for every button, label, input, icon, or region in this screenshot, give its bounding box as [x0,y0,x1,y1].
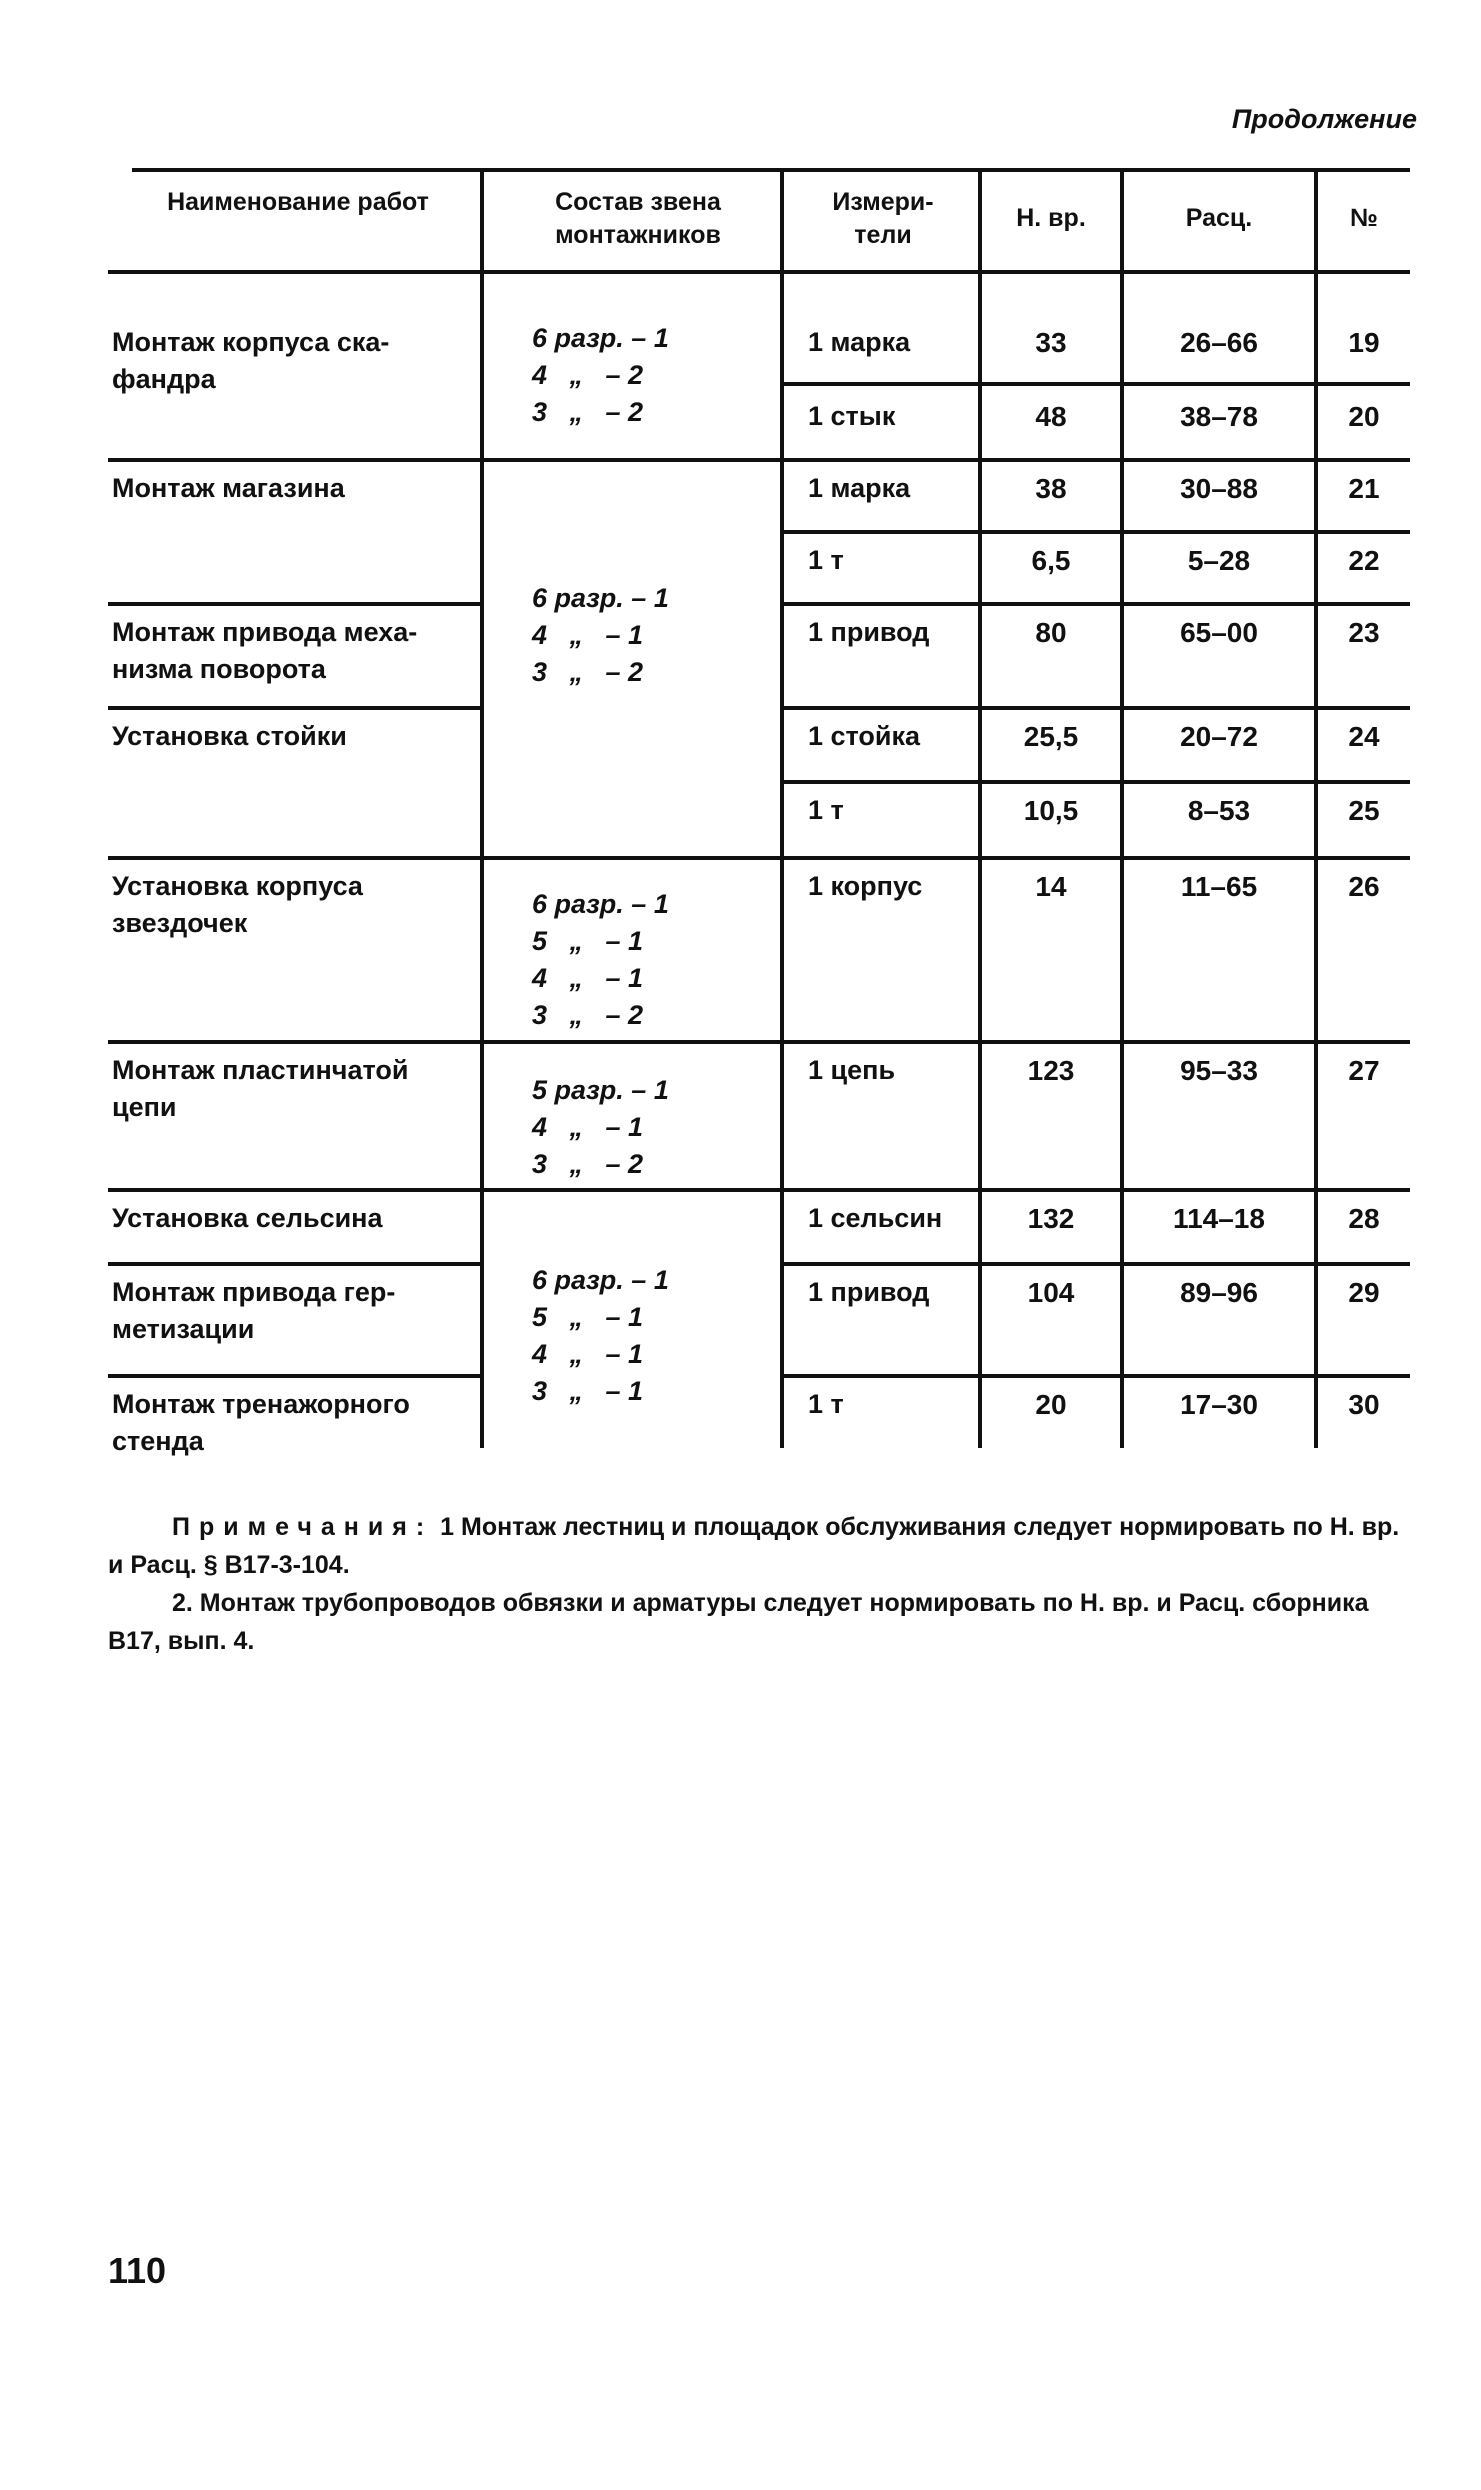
row-21-name: Монтаж магазина [112,473,345,503]
crew-composition: 6 разр. – 1 5 „ – 1 4 „ – 1 3 „ – 1 [532,1265,669,1406]
row-23-name: Монтаж привода меха-низма поворота [112,617,418,684]
row-25-norm: 10,5 [1023,795,1079,826]
table-rule [108,706,480,710]
crew-composition: 6 разр. – 1 4 „ – 1 3 „ – 2 [532,583,669,687]
table-rule [108,1374,480,1378]
note-1-text: 1 Монтаж лестниц и площадок обслуживания следует нормировать по Н. вр. и Расц. § В17-3-104. [108,1513,1400,1579]
row-24-rate: 20–72 [1180,721,1258,752]
row-25-unit: 1 т [808,795,844,825]
row-28-name: Установка сельсина [112,1203,383,1233]
notes-label: Примечания: [172,1513,434,1541]
row-26-unit: 1 корпус [808,871,923,901]
header-norm: Н. вр. [1016,204,1086,232]
row-29-unit: 1 привод [808,1277,930,1307]
row-23-rate: 65–00 [1180,617,1258,648]
header-name: Наименование работ [167,188,429,216]
row-27-no: 27 [1348,1055,1380,1086]
table-rule [108,458,1410,462]
row-24-no: 24 [1348,721,1380,752]
norms-table [108,168,1410,1456]
row-27-rate: 95–33 [1180,1055,1258,1086]
row-30-unit: 1 т [808,1389,844,1419]
table-rule [108,1188,1410,1192]
table-rule [108,1040,1410,1044]
row-19-no: 19 [1348,327,1380,358]
row-22-unit: 1 т [808,545,844,575]
row-28-norm: 132 [1027,1203,1075,1234]
table-rule [108,602,480,606]
row-22-rate: 5–28 [1187,545,1251,576]
row-30-no: 30 [1348,1389,1380,1420]
table-rule [108,1262,480,1266]
row-29-norm: 104 [1027,1277,1075,1308]
row-26-norm: 14 [1035,871,1067,902]
row-28-no: 28 [1348,1203,1380,1234]
note-2: 2. Монтаж трубопроводов обвязки и арматуры следует нормировать по Н. вр. и Расц. сборника В17, вып. 4. [108,1589,1369,1655]
crew-composition: 6 разр. – 1 5 „ – 1 4 „ – 1 3 „ – 2 [532,889,669,1030]
row-22-norm: 6,5 [1031,545,1071,576]
row-23-norm: 80 [1035,617,1067,648]
row-19-unit: 1 марка [808,327,911,357]
row-24-unit: 1 стойка [808,721,921,751]
row-28-unit: 1 сельсин [808,1203,943,1233]
row-29-rate: 89–96 [1180,1277,1258,1308]
row-25-rate: 8–53 [1187,795,1251,826]
row-29-no: 29 [1348,1277,1380,1308]
continued-label: Продолжение [1231,104,1417,134]
header-no: № [1350,204,1378,232]
row-24-name: Установка стойки [112,721,347,751]
row-26-no: 26 [1348,871,1380,902]
row-30-name: Монтаж тренажорного стенда [112,1389,410,1456]
row-23-unit: 1 привод [808,617,930,647]
row-21-unit: 1 марка [808,473,911,503]
row-20-norm: 48 [1035,401,1067,432]
row-24-norm: 25,5 [1023,721,1079,752]
row-26-rate: 11–65 [1180,871,1258,902]
header-crew: Состав звена монтажников [555,188,721,249]
row-26-name: Установка корпуса звездочек [112,871,363,938]
row-21-rate: 30–88 [1180,473,1258,504]
page-number: 110 [108,2250,167,2291]
row-27-name: Монтаж пластинчатой цепи [112,1055,409,1122]
table-rule [132,168,1410,172]
note-1 [108,1508,1410,1584]
crew-composition: 6 разр. – 1 4 „ – 2 3 „ – 2 [532,323,669,427]
header-rate: Расц. [1185,204,1253,232]
row-22-no: 22 [1348,545,1380,576]
row-29-name: Монтаж привода гер-метизации [112,1277,396,1344]
row-30-rate: 17–30 [1180,1389,1258,1420]
row-21-no: 21 [1348,473,1380,504]
row-27-unit: 1 цепь [808,1055,896,1085]
row-20-rate: 38–78 [1180,401,1258,432]
notes-block [108,1508,1410,1660]
header-units: Измери-тели [832,188,934,249]
row-21-norm: 38 [1035,473,1067,504]
row-28-rate: 114–18 [1173,1203,1265,1234]
table-rule [108,270,1410,274]
row-19-rate: 26–66 [1180,327,1258,358]
row-20-unit: 1 стык [808,401,896,431]
table-column-rule [480,168,484,1448]
table-rule [108,856,1410,860]
crew-composition: 5 разр. – 1 4 „ – 1 3 „ – 2 [532,1075,669,1179]
row-19-name: Монтаж корпуса ска-фандра [112,327,390,394]
row-30-norm: 20 [1035,1389,1067,1420]
row-25-no: 25 [1348,795,1380,826]
row-27-norm: 123 [1027,1055,1075,1086]
table-column-rule [780,168,784,1448]
row-23-no: 23 [1348,617,1380,648]
row-20-no: 20 [1348,401,1380,432]
row-19-norm: 33 [1035,327,1067,358]
